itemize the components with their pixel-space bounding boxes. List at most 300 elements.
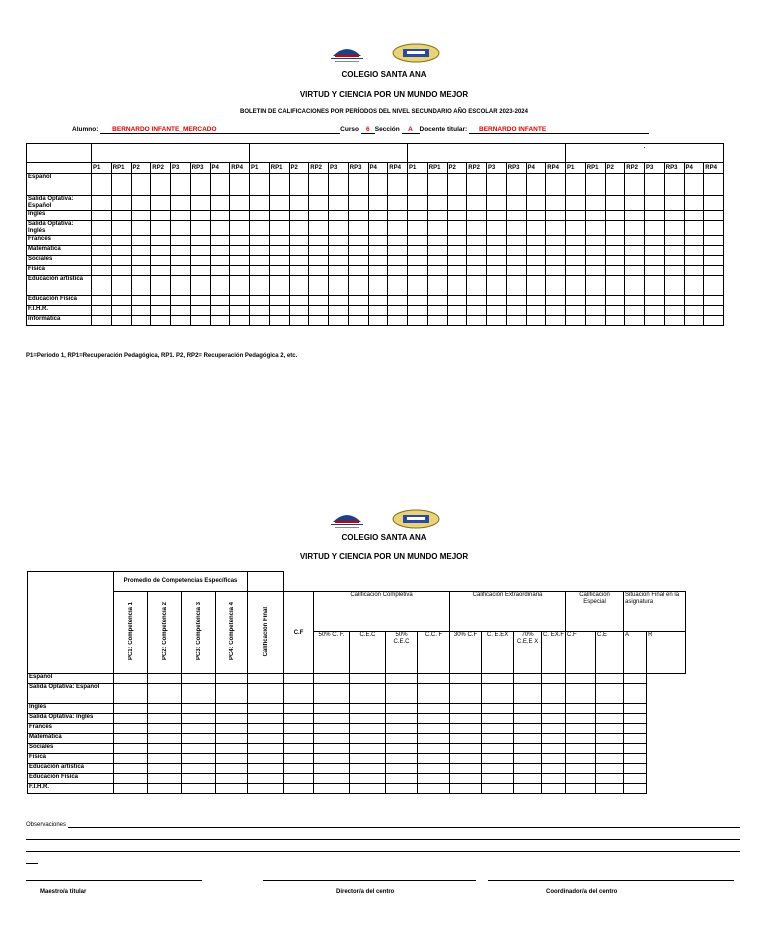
grade-cell[interactable] <box>625 276 645 296</box>
grade-cell[interactable] <box>92 266 112 276</box>
grade-cell[interactable] <box>427 174 447 196</box>
grade-cell[interactable] <box>368 256 388 266</box>
grade-cell[interactable] <box>482 714 514 724</box>
grade-cell[interactable] <box>408 296 428 306</box>
grade-cell[interactable] <box>542 774 566 784</box>
grade-cell[interactable] <box>506 236 526 246</box>
grade-cell[interactable] <box>111 296 131 306</box>
grade-cell[interactable] <box>684 236 704 246</box>
grade-cell[interactable] <box>482 734 514 744</box>
grade-cell[interactable] <box>114 704 148 714</box>
grade-cell[interactable] <box>450 744 482 754</box>
grade-cell[interactable] <box>151 246 171 256</box>
grade-cell[interactable] <box>289 174 309 196</box>
grade-cell[interactable] <box>386 734 418 744</box>
grade-cell[interactable] <box>348 276 368 296</box>
grade-cell[interactable] <box>309 296 329 306</box>
grade-cell[interactable] <box>664 296 684 306</box>
grade-cell[interactable] <box>645 316 665 326</box>
grade-cell[interactable] <box>131 256 151 266</box>
grade-cell[interactable] <box>624 774 647 784</box>
grade-cell[interactable] <box>171 266 191 276</box>
grade-cell[interactable] <box>704 174 724 196</box>
grade-cell[interactable] <box>131 306 151 316</box>
grade-cell[interactable] <box>190 174 210 196</box>
grade-cell[interactable] <box>566 744 596 754</box>
grade-cell[interactable] <box>216 674 248 684</box>
grade-cell[interactable] <box>566 674 596 684</box>
docente-field[interactable]: BERNARDO INFANTE <box>469 126 649 134</box>
grade-cell[interactable] <box>111 256 131 266</box>
grade-cell[interactable] <box>289 296 309 306</box>
grade-cell[interactable] <box>210 316 230 326</box>
grade-cell[interactable] <box>368 211 388 221</box>
grade-cell[interactable] <box>284 714 314 724</box>
grade-cell[interactable] <box>605 174 625 196</box>
grade-cell[interactable] <box>684 221 704 236</box>
observaciones-line-1[interactable] <box>68 827 740 828</box>
grade-cell[interactable] <box>645 256 665 266</box>
grade-cell[interactable] <box>487 174 507 196</box>
grade-cell[interactable] <box>450 774 482 784</box>
grade-cell[interactable] <box>427 306 447 316</box>
grade-cell[interactable] <box>450 684 482 704</box>
grade-cell[interactable] <box>368 296 388 306</box>
grade-cell[interactable] <box>329 246 349 256</box>
grade-cell[interactable] <box>309 276 329 296</box>
grade-cell[interactable] <box>427 236 447 246</box>
grade-cell[interactable] <box>190 296 210 306</box>
grade-cell[interactable] <box>314 704 350 714</box>
grade-cell[interactable] <box>447 221 467 236</box>
grade-cell[interactable] <box>418 724 450 734</box>
grade-cell[interactable] <box>348 236 368 246</box>
grade-cell[interactable] <box>645 196 665 211</box>
grade-cell[interactable] <box>427 221 447 236</box>
grade-cell[interactable] <box>645 276 665 296</box>
grade-cell[interactable] <box>329 316 349 326</box>
grade-cell[interactable] <box>210 246 230 256</box>
grade-cell[interactable] <box>190 266 210 276</box>
grade-cell[interactable] <box>605 306 625 316</box>
grade-cell[interactable] <box>585 266 605 276</box>
grade-cell[interactable] <box>506 316 526 326</box>
grade-cell[interactable] <box>151 174 171 196</box>
grade-cell[interactable] <box>248 774 284 784</box>
grade-cell[interactable] <box>386 744 418 754</box>
grade-cell[interactable] <box>114 784 148 794</box>
seccion-field[interactable]: A <box>402 126 420 134</box>
grade-cell[interactable] <box>368 174 388 196</box>
grade-cell[interactable] <box>542 754 566 764</box>
grade-cell[interactable] <box>182 784 216 794</box>
grade-cell[interactable] <box>447 316 467 326</box>
grade-cell[interactable] <box>566 276 586 296</box>
grade-cell[interactable] <box>350 754 386 764</box>
grade-cell[interactable] <box>664 236 684 246</box>
grade-cell[interactable] <box>388 266 408 276</box>
grade-cell[interactable] <box>467 246 487 256</box>
grade-cell[interactable] <box>250 266 270 276</box>
grade-cell[interactable] <box>566 221 586 236</box>
grade-cell[interactable] <box>596 704 624 714</box>
grade-cell[interactable] <box>230 211 250 221</box>
grade-cell[interactable] <box>624 674 647 684</box>
grade-cell[interactable] <box>151 266 171 276</box>
grade-cell[interactable] <box>131 296 151 306</box>
grade-cell[interactable] <box>566 764 596 774</box>
grade-cell[interactable] <box>546 296 566 306</box>
grade-cell[interactable] <box>314 724 350 734</box>
grade-cell[interactable] <box>450 674 482 684</box>
grade-cell[interactable] <box>171 174 191 196</box>
grade-cell[interactable] <box>248 744 284 754</box>
observaciones-line-4[interactable] <box>26 852 38 864</box>
grade-cell[interactable] <box>546 306 566 316</box>
grade-cell[interactable] <box>284 704 314 714</box>
grade-cell[interactable] <box>450 734 482 744</box>
grade-cell[interactable] <box>148 784 182 794</box>
grade-cell[interactable] <box>487 246 507 256</box>
grade-cell[interactable] <box>329 276 349 296</box>
grade-cell[interactable] <box>289 266 309 276</box>
grade-cell[interactable] <box>368 246 388 256</box>
grade-cell[interactable] <box>546 316 566 326</box>
grade-cell[interactable] <box>284 754 314 764</box>
grade-cell[interactable] <box>526 221 546 236</box>
grade-cell[interactable] <box>329 256 349 266</box>
grade-cell[interactable] <box>506 296 526 306</box>
grade-cell[interactable] <box>526 236 546 246</box>
grade-cell[interactable] <box>230 174 250 196</box>
grade-cell[interactable] <box>625 236 645 246</box>
grade-cell[interactable] <box>114 724 148 734</box>
grade-cell[interactable] <box>171 236 191 246</box>
grade-cell[interactable] <box>114 754 148 764</box>
grade-cell[interactable] <box>585 174 605 196</box>
grade-cell[interactable] <box>664 276 684 296</box>
grade-cell[interactable] <box>92 276 112 296</box>
grade-cell[interactable] <box>348 174 368 196</box>
grade-cell[interactable] <box>514 674 542 684</box>
grade-cell[interactable] <box>625 221 645 236</box>
grade-cell[interactable] <box>151 196 171 211</box>
grade-cell[interactable] <box>408 276 428 296</box>
grade-cell[interactable] <box>418 714 450 724</box>
grade-cell[interactable] <box>645 296 665 306</box>
grade-cell[interactable] <box>151 211 171 221</box>
grade-cell[interactable] <box>546 174 566 196</box>
grade-cell[interactable] <box>596 784 624 794</box>
grade-cell[interactable] <box>482 744 514 754</box>
grade-cell[interactable] <box>542 684 566 704</box>
grade-cell[interactable] <box>92 256 112 266</box>
grade-cell[interactable] <box>314 674 350 684</box>
grade-cell[interactable] <box>114 734 148 744</box>
grade-cell[interactable] <box>284 764 314 774</box>
grade-cell[interactable] <box>684 174 704 196</box>
grade-cell[interactable] <box>182 714 216 724</box>
grade-cell[interactable] <box>329 236 349 246</box>
grade-cell[interactable] <box>526 276 546 296</box>
grade-cell[interactable] <box>664 211 684 221</box>
grade-cell[interactable] <box>542 714 566 724</box>
grade-cell[interactable] <box>585 236 605 246</box>
grade-cell[interactable] <box>664 266 684 276</box>
grade-cell[interactable] <box>605 296 625 306</box>
grade-cell[interactable] <box>596 734 624 744</box>
grade-cell[interactable] <box>506 276 526 296</box>
grade-cell[interactable] <box>216 684 248 704</box>
grade-cell[interactable] <box>151 276 171 296</box>
grade-cell[interactable] <box>131 196 151 211</box>
grade-cell[interactable] <box>348 196 368 211</box>
grade-cell[interactable] <box>482 704 514 714</box>
grade-cell[interactable] <box>526 316 546 326</box>
grade-cell[interactable] <box>314 764 350 774</box>
grade-cell[interactable] <box>329 174 349 196</box>
grade-cell[interactable] <box>467 266 487 276</box>
grade-cell[interactable] <box>386 704 418 714</box>
grade-cell[interactable] <box>684 316 704 326</box>
grade-cell[interactable] <box>645 266 665 276</box>
grade-cell[interactable] <box>350 704 386 714</box>
grade-cell[interactable] <box>269 256 289 266</box>
grade-cell[interactable] <box>596 714 624 724</box>
grade-cell[interactable] <box>230 316 250 326</box>
grade-cell[interactable] <box>624 754 647 764</box>
grade-cell[interactable] <box>704 306 724 316</box>
grade-cell[interactable] <box>368 196 388 211</box>
grade-cell[interactable] <box>482 684 514 704</box>
grade-cell[interactable] <box>605 196 625 211</box>
grade-cell[interactable] <box>388 306 408 316</box>
grade-cell[interactable] <box>704 246 724 256</box>
grade-cell[interactable] <box>408 196 428 211</box>
grade-cell[interactable] <box>427 296 447 306</box>
grade-cell[interactable] <box>148 704 182 714</box>
grade-cell[interactable] <box>350 744 386 754</box>
grade-cell[interactable] <box>546 221 566 236</box>
grade-cell[interactable] <box>664 256 684 266</box>
grade-cell[interactable] <box>585 316 605 326</box>
grade-cell[interactable] <box>566 306 586 316</box>
grade-cell[interactable] <box>388 296 408 306</box>
grade-cell[interactable] <box>190 236 210 246</box>
grade-cell[interactable] <box>348 256 368 266</box>
grade-cell[interactable] <box>418 784 450 794</box>
grade-cell[interactable] <box>388 316 408 326</box>
grade-cell[interactable] <box>566 236 586 246</box>
grade-cell[interactable] <box>546 266 566 276</box>
grade-cell[interactable] <box>605 221 625 236</box>
grade-cell[interactable] <box>447 196 467 211</box>
grade-cell[interactable] <box>114 714 148 724</box>
grade-cell[interactable] <box>467 296 487 306</box>
grade-cell[interactable] <box>284 734 314 744</box>
grade-cell[interactable] <box>250 174 270 196</box>
grade-cell[interactable] <box>450 724 482 734</box>
grade-cell[interactable] <box>526 246 546 256</box>
grade-cell[interactable] <box>216 724 248 734</box>
grade-cell[interactable] <box>151 306 171 316</box>
grade-cell[interactable] <box>408 256 428 266</box>
grade-cell[interactable] <box>151 236 171 246</box>
grade-cell[interactable] <box>230 246 250 256</box>
grade-cell[interactable] <box>248 754 284 764</box>
grade-cell[interactable] <box>114 674 148 684</box>
grade-cell[interactable] <box>645 306 665 316</box>
grade-cell[interactable] <box>171 306 191 316</box>
grade-cell[interactable] <box>625 256 645 266</box>
grade-cell[interactable] <box>289 246 309 256</box>
curso-field[interactable]: 6 <box>361 126 375 134</box>
grade-cell[interactable] <box>190 196 210 211</box>
grade-cell[interactable] <box>250 256 270 266</box>
grade-cell[interactable] <box>210 221 230 236</box>
grade-cell[interactable] <box>329 306 349 316</box>
grade-cell[interactable] <box>467 211 487 221</box>
grade-cell[interactable] <box>230 256 250 266</box>
grade-cell[interactable] <box>427 266 447 276</box>
grade-cell[interactable] <box>131 266 151 276</box>
grade-cell[interactable] <box>182 754 216 764</box>
grade-cell[interactable] <box>514 744 542 754</box>
grade-cell[interactable] <box>230 276 250 296</box>
grade-cell[interactable] <box>487 306 507 316</box>
grade-cell[interactable] <box>625 316 645 326</box>
grade-cell[interactable] <box>605 211 625 221</box>
grade-cell[interactable] <box>111 211 131 221</box>
grade-cell[interactable] <box>450 754 482 764</box>
grade-cell[interactable] <box>566 734 596 744</box>
grade-cell[interactable] <box>487 276 507 296</box>
grade-cell[interactable] <box>467 174 487 196</box>
grade-cell[interactable] <box>309 174 329 196</box>
grade-cell[interactable] <box>566 714 596 724</box>
grade-cell[interactable] <box>506 196 526 211</box>
grade-cell[interactable] <box>596 674 624 684</box>
grade-cell[interactable] <box>309 316 329 326</box>
grade-cell[interactable] <box>230 296 250 306</box>
grade-cell[interactable] <box>309 221 329 236</box>
grade-cell[interactable] <box>314 744 350 754</box>
grade-cell[interactable] <box>368 276 388 296</box>
grade-cell[interactable] <box>182 704 216 714</box>
grade-cell[interactable] <box>585 296 605 306</box>
grade-cell[interactable] <box>269 316 289 326</box>
grade-cell[interactable] <box>645 211 665 221</box>
grade-cell[interactable] <box>605 246 625 256</box>
grade-cell[interactable] <box>250 196 270 211</box>
grade-cell[interactable] <box>250 211 270 221</box>
grade-cell[interactable] <box>427 211 447 221</box>
grade-cell[interactable] <box>386 674 418 684</box>
grade-cell[interactable] <box>148 674 182 684</box>
grade-cell[interactable] <box>289 221 309 236</box>
grade-cell[interactable] <box>566 246 586 256</box>
grade-cell[interactable] <box>182 774 216 784</box>
grade-cell[interactable] <box>350 774 386 784</box>
grade-cell[interactable] <box>605 276 625 296</box>
grade-cell[interactable] <box>566 174 586 196</box>
grade-cell[interactable] <box>190 306 210 316</box>
grade-cell[interactable] <box>148 744 182 754</box>
grade-cell[interactable] <box>314 714 350 724</box>
grade-cell[interactable] <box>329 221 349 236</box>
grade-cell[interactable] <box>250 276 270 296</box>
grade-cell[interactable] <box>482 784 514 794</box>
grade-cell[interactable] <box>467 256 487 266</box>
grade-cell[interactable] <box>487 221 507 236</box>
grade-cell[interactable] <box>418 754 450 764</box>
grade-cell[interactable] <box>418 744 450 754</box>
grade-cell[interactable] <box>514 734 542 744</box>
grade-cell[interactable] <box>684 276 704 296</box>
grade-cell[interactable] <box>289 276 309 296</box>
grade-cell[interactable] <box>526 296 546 306</box>
grade-cell[interactable] <box>314 684 350 704</box>
grade-cell[interactable] <box>171 316 191 326</box>
grade-cell[interactable] <box>230 266 250 276</box>
grade-cell[interactable] <box>386 764 418 774</box>
grade-cell[interactable] <box>329 266 349 276</box>
grade-cell[interactable] <box>645 246 665 256</box>
grade-cell[interactable] <box>487 266 507 276</box>
grade-cell[interactable] <box>148 754 182 764</box>
grade-cell[interactable] <box>408 316 428 326</box>
grade-cell[interactable] <box>368 266 388 276</box>
grade-cell[interactable] <box>542 704 566 714</box>
grade-cell[interactable] <box>309 266 329 276</box>
grade-cell[interactable] <box>314 754 350 764</box>
grade-cell[interactable] <box>482 724 514 734</box>
grade-cell[interactable] <box>248 724 284 734</box>
grade-cell[interactable] <box>210 236 230 246</box>
grade-cell[interactable] <box>309 256 329 266</box>
grade-cell[interactable] <box>585 306 605 316</box>
observaciones-line-3[interactable] <box>26 840 740 852</box>
sign-line-maestro[interactable] <box>26 880 202 881</box>
grade-cell[interactable] <box>348 211 368 221</box>
grade-cell[interactable] <box>585 246 605 256</box>
alumno-field[interactable]: BERNARDO INFANTE_MERCADO <box>100 126 340 134</box>
grade-cell[interactable] <box>269 296 289 306</box>
grade-cell[interactable] <box>309 236 329 246</box>
grade-cell[interactable] <box>216 704 248 714</box>
grade-cell[interactable] <box>190 221 210 236</box>
grade-cell[interactable] <box>182 674 216 684</box>
grade-cell[interactable] <box>269 276 289 296</box>
grade-cell[interactable] <box>309 196 329 211</box>
grade-cell[interactable] <box>289 211 309 221</box>
grade-cell[interactable] <box>248 674 284 684</box>
grade-cell[interactable] <box>210 256 230 266</box>
grade-cell[interactable] <box>487 296 507 306</box>
grade-cell[interactable] <box>111 196 131 211</box>
grade-cell[interactable] <box>447 266 467 276</box>
grade-cell[interactable] <box>546 276 566 296</box>
grade-cell[interactable] <box>514 764 542 774</box>
grade-cell[interactable] <box>314 774 350 784</box>
grade-cell[interactable] <box>388 196 408 211</box>
grade-cell[interactable] <box>111 266 131 276</box>
grade-cell[interactable] <box>408 174 428 196</box>
grade-cell[interactable] <box>148 724 182 734</box>
grade-cell[interactable] <box>92 221 112 236</box>
grade-cell[interactable] <box>350 684 386 704</box>
grade-cell[interactable] <box>467 196 487 211</box>
